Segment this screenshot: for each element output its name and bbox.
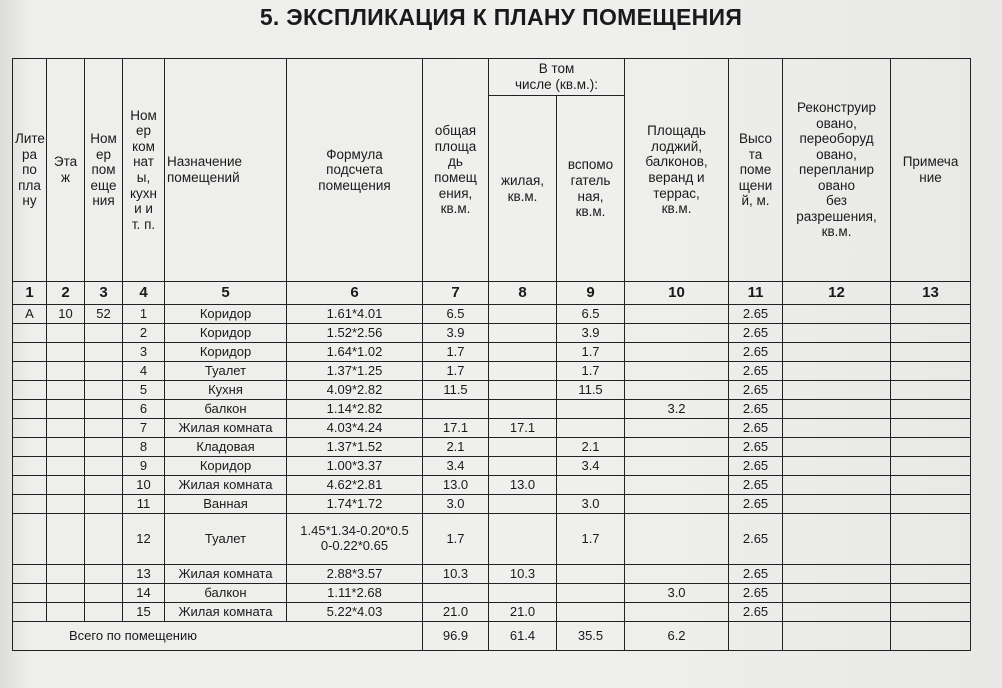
cell-nomer-pomeshcheniya <box>85 457 123 476</box>
cell-vysota: 2.65 <box>729 495 783 514</box>
cell-formula: 1.74*1.72 <box>287 495 423 514</box>
cell-obshchaya: 3.0 <box>423 495 489 514</box>
cell-vspomogatelnaya <box>557 476 625 495</box>
cell-etazh <box>47 603 85 622</box>
cell-lodzhii <box>625 324 729 343</box>
column-number: 10 <box>625 282 729 305</box>
cell-naznachenie: Кухня <box>165 381 287 400</box>
total-rekonstr <box>783 622 891 651</box>
cell-zhilaya: 10.3 <box>489 565 557 584</box>
cell-rekonstr <box>783 514 891 565</box>
cell-nomer-pomeshcheniya <box>85 514 123 565</box>
table-row <box>13 362 971 381</box>
page-title: 5. ЭКСПЛИКАЦИЯ К ПЛАНУ ПОМЕЩЕНИЯ <box>259 4 743 30</box>
cell-vysota: 2.65 <box>729 514 783 565</box>
cell-formula: 5.22*4.03 <box>287 603 423 622</box>
cell-naznachenie: Коридор <box>165 457 287 476</box>
cell-zhilaya <box>489 438 557 457</box>
header-lodzhii: Площадь лоджий, балконов, веранд и террас, кв.м. <box>625 59 729 282</box>
cell-vysota: 2.65 <box>729 362 783 381</box>
header-naznachenie: Назначение помещений <box>165 59 287 282</box>
cell-naznachenie: балкон <box>165 400 287 419</box>
cell-etazh <box>47 381 85 400</box>
cell-vysota: 2.65 <box>729 343 783 362</box>
total-zhilaya: 61.4 <box>489 622 557 651</box>
cell-vysota: 2.65 <box>729 381 783 400</box>
cell-formula: 1.64*1.02 <box>287 343 423 362</box>
cell-rekonstr <box>783 419 891 438</box>
total-vysota <box>729 622 783 651</box>
cell-primechanie <box>891 438 971 457</box>
cell-litera <box>13 514 47 565</box>
cell-vysota: 2.65 <box>729 438 783 457</box>
cell-lodzhii <box>625 495 729 514</box>
cell-vysota: 2.65 <box>729 419 783 438</box>
cell-naznachenie: Коридор <box>165 324 287 343</box>
cell-zhilaya <box>489 495 557 514</box>
table-row <box>13 438 971 457</box>
cell-vysota: 2.65 <box>729 603 783 622</box>
cell-obshchaya: 6.5 <box>423 305 489 324</box>
cell-primechanie <box>891 584 971 603</box>
cell-primechanie <box>891 343 971 362</box>
cell-etazh <box>47 343 85 362</box>
cell-etazh <box>47 362 85 381</box>
cell-lodzhii <box>625 514 729 565</box>
cell-nomer-komnaty: 3 <box>123 343 165 362</box>
column-number: 8 <box>489 282 557 305</box>
cell-vspomogatelnaya: 6.5 <box>557 305 625 324</box>
cell-nomer-pomeshcheniya <box>85 419 123 438</box>
cell-nomer-pomeshcheniya <box>85 400 123 419</box>
header-vspomogatelnaya: вспомо гатель ная, кв.м. <box>557 96 625 282</box>
cell-litera <box>13 400 47 419</box>
table-row <box>13 400 971 419</box>
cell-formula: 1.11*2.68 <box>287 584 423 603</box>
cell-primechanie <box>891 603 971 622</box>
cell-litera <box>13 419 47 438</box>
cell-primechanie <box>891 457 971 476</box>
cell-nomer-pomeshcheniya <box>85 343 123 362</box>
cell-vysota: 2.65 <box>729 324 783 343</box>
cell-nomer-komnaty: 12 <box>123 514 165 565</box>
cell-vspomogatelnaya <box>557 419 625 438</box>
table-row <box>13 381 971 400</box>
cell-rekonstr <box>783 400 891 419</box>
cell-zhilaya <box>489 400 557 419</box>
cell-zhilaya <box>489 514 557 565</box>
cell-naznachenie: Коридор <box>165 305 287 324</box>
cell-formula: 1.52*2.56 <box>287 324 423 343</box>
cell-vysota: 2.65 <box>729 457 783 476</box>
column-number: 7 <box>423 282 489 305</box>
cell-naznachenie: Жилая комната <box>165 565 287 584</box>
cell-primechanie <box>891 381 971 400</box>
cell-nomer-pomeshcheniya <box>85 438 123 457</box>
cell-naznachenie: Жилая комната <box>165 419 287 438</box>
cell-litera: А <box>13 305 47 324</box>
cell-rekonstr <box>783 457 891 476</box>
cell-lodzhii <box>625 457 729 476</box>
cell-litera <box>13 565 47 584</box>
cell-zhilaya <box>489 457 557 476</box>
cell-nomer-komnaty: 6 <box>123 400 165 419</box>
header-nomer-komnaty: Ном ер ком нат ы, кухн и и т. п. <box>123 59 165 282</box>
cell-lodzhii <box>625 381 729 400</box>
cell-vspomogatelnaya <box>557 584 625 603</box>
cell-obshchaya: 11.5 <box>423 381 489 400</box>
cell-naznachenie: Жилая комната <box>165 476 287 495</box>
cell-vspomogatelnaya: 11.5 <box>557 381 625 400</box>
cell-rekonstr <box>783 343 891 362</box>
total-obshchaya: 96.9 <box>423 622 489 651</box>
table-row <box>13 603 971 622</box>
cell-vspomogatelnaya <box>557 565 625 584</box>
cell-etazh <box>47 400 85 419</box>
header-rekonstruirovano: Реконструир овано, переоборуд овано, перепланир овано без разрешения, кв.м. <box>783 59 891 282</box>
cell-etazh <box>47 514 85 565</box>
cell-litera <box>13 476 47 495</box>
cell-lodzhii <box>625 362 729 381</box>
table-row <box>13 584 971 603</box>
cell-nomer-komnaty: 1 <box>123 305 165 324</box>
cell-etazh <box>47 419 85 438</box>
cell-vysota: 2.65 <box>729 400 783 419</box>
total-vspomogatelnaya: 35.5 <box>557 622 625 651</box>
cell-formula: 4.62*2.81 <box>287 476 423 495</box>
explication-table <box>12 58 971 651</box>
cell-obshchaya: 1.7 <box>423 514 489 565</box>
cell-litera <box>13 343 47 362</box>
cell-obshchaya: 10.3 <box>423 565 489 584</box>
cell-etazh <box>47 565 85 584</box>
cell-vspomogatelnaya: 3.9 <box>557 324 625 343</box>
cell-nomer-komnaty: 8 <box>123 438 165 457</box>
cell-zhilaya <box>489 381 557 400</box>
cell-formula: 1.00*3.37 <box>287 457 423 476</box>
cell-zhilaya <box>489 324 557 343</box>
table-row <box>13 419 971 438</box>
cell-primechanie <box>891 514 971 565</box>
table-row <box>13 305 971 324</box>
cell-litera <box>13 603 47 622</box>
cell-rekonstr <box>783 476 891 495</box>
cell-formula: 1.14*2.82 <box>287 400 423 419</box>
cell-nomer-komnaty: 4 <box>123 362 165 381</box>
header-zhilaya: жилая, кв.м. <box>489 96 557 282</box>
cell-rekonstr <box>783 603 891 622</box>
table-row <box>13 476 971 495</box>
cell-zhilaya <box>489 362 557 381</box>
cell-lodzhii <box>625 419 729 438</box>
cell-zhilaya: 21.0 <box>489 603 557 622</box>
cell-formula: 4.03*4.24 <box>287 419 423 438</box>
cell-zhilaya <box>489 305 557 324</box>
cell-obshchaya: 21.0 <box>423 603 489 622</box>
table-row <box>13 343 971 362</box>
cell-zhilaya: 17.1 <box>489 419 557 438</box>
column-number: 2 <box>47 282 85 305</box>
cell-vspomogatelnaya: 1.7 <box>557 362 625 381</box>
header-nomer-pomeshcheniya: Ном ер пом еще ния <box>85 59 123 282</box>
cell-zhilaya: 13.0 <box>489 476 557 495</box>
cell-litera <box>13 438 47 457</box>
cell-rekonstr <box>783 565 891 584</box>
table-row <box>13 565 971 584</box>
cell-litera <box>13 324 47 343</box>
cell-primechanie <box>891 324 971 343</box>
cell-naznachenie: Жилая комната <box>165 603 287 622</box>
cell-vspomogatelnaya: 3.4 <box>557 457 625 476</box>
column-numbers-row <box>13 282 971 305</box>
cell-nomer-pomeshcheniya <box>85 476 123 495</box>
cell-primechanie <box>891 400 971 419</box>
cell-vspomogatelnaya: 1.7 <box>557 343 625 362</box>
cell-nomer-komnaty: 13 <box>123 565 165 584</box>
table-row <box>13 324 971 343</box>
column-number: 12 <box>783 282 891 305</box>
cell-lodzhii: 3.2 <box>625 400 729 419</box>
cell-formula: 4.09*2.82 <box>287 381 423 400</box>
cell-vspomogatelnaya <box>557 400 625 419</box>
cell-litera <box>13 381 47 400</box>
cell-litera <box>13 362 47 381</box>
cell-nomer-pomeshcheniya <box>85 381 123 400</box>
column-number: 1 <box>13 282 47 305</box>
cell-nomer-pomeshcheniya <box>85 324 123 343</box>
cell-rekonstr <box>783 324 891 343</box>
column-number: 13 <box>891 282 971 305</box>
cell-lodzhii <box>625 305 729 324</box>
cell-nomer-komnaty: 10 <box>123 476 165 495</box>
table-row <box>13 495 971 514</box>
cell-obshchaya: 17.1 <box>423 419 489 438</box>
cell-litera <box>13 495 47 514</box>
cell-nomer-komnaty: 7 <box>123 419 165 438</box>
cell-naznachenie: балкон <box>165 584 287 603</box>
cell-naznachenie: Туалет <box>165 362 287 381</box>
cell-rekonstr <box>783 362 891 381</box>
cell-rekonstr <box>783 438 891 457</box>
header-etazh: Эта ж <box>47 59 85 282</box>
cell-lodzhii <box>625 343 729 362</box>
cell-nomer-komnaty: 5 <box>123 381 165 400</box>
cell-obshchaya <box>423 400 489 419</box>
cell-etazh <box>47 476 85 495</box>
cell-nomer-komnaty: 14 <box>123 584 165 603</box>
cell-rekonstr <box>783 495 891 514</box>
cell-nomer-komnaty: 11 <box>123 495 165 514</box>
cell-primechanie <box>891 362 971 381</box>
cell-obshchaya: 3.9 <box>423 324 489 343</box>
cell-primechanie <box>891 419 971 438</box>
cell-naznachenie: Кладовая <box>165 438 287 457</box>
header-litera: Лите ра по пла ну <box>13 59 47 282</box>
cell-zhilaya <box>489 343 557 362</box>
cell-obshchaya: 13.0 <box>423 476 489 495</box>
cell-obshchaya: 1.7 <box>423 362 489 381</box>
table-row <box>13 514 971 565</box>
column-number: 3 <box>85 282 123 305</box>
cell-rekonstr <box>783 381 891 400</box>
cell-obshchaya: 2.1 <box>423 438 489 457</box>
cell-primechanie <box>891 476 971 495</box>
header-primechanie: Примеча ние <box>891 59 971 282</box>
cell-vysota: 2.65 <box>729 476 783 495</box>
cell-formula: 1.37*1.25 <box>287 362 423 381</box>
cell-etazh <box>47 584 85 603</box>
cell-vysota: 2.65 <box>729 305 783 324</box>
cell-etazh <box>47 457 85 476</box>
column-number: 6 <box>287 282 423 305</box>
cell-naznachenie: Ванная <box>165 495 287 514</box>
cell-nomer-komnaty: 15 <box>123 603 165 622</box>
cell-formula: 1.61*4.01 <box>287 305 423 324</box>
table-body <box>13 305 971 622</box>
cell-vysota: 2.65 <box>729 565 783 584</box>
cell-naznachenie: Туалет <box>165 514 287 565</box>
header-v-tom-chisle: В том числе (кв.м.): <box>489 59 625 96</box>
header-vysota: Высо та поме щени й, м. <box>729 59 783 282</box>
cell-rekonstr <box>783 584 891 603</box>
cell-nomer-pomeshcheniya <box>85 495 123 514</box>
header-obshchaya-ploshchad: общая площа дь помещ ения, кв.м. <box>423 59 489 282</box>
total-row <box>13 622 971 651</box>
cell-lodzhii <box>625 603 729 622</box>
table-row <box>13 457 971 476</box>
cell-nomer-pomeshcheniya <box>85 362 123 381</box>
cell-etazh <box>47 438 85 457</box>
cell-naznachenie: Коридор <box>165 343 287 362</box>
cell-nomer-pomeshcheniya <box>85 565 123 584</box>
cell-primechanie <box>891 565 971 584</box>
total-label: Всего по помещению <box>13 622 423 651</box>
column-number: 4 <box>123 282 165 305</box>
cell-primechanie <box>891 305 971 324</box>
cell-lodzhii <box>625 565 729 584</box>
cell-lodzhii <box>625 476 729 495</box>
cell-formula: 1.45*1.34-0.20*0.5 0-0.22*0.65 <box>287 514 423 565</box>
cell-obshchaya: 3.4 <box>423 457 489 476</box>
cell-vspomogatelnaya: 1.7 <box>557 514 625 565</box>
cell-litera <box>13 584 47 603</box>
cell-formula: 1.37*1.52 <box>287 438 423 457</box>
column-number: 9 <box>557 282 625 305</box>
cell-nomer-pomeshcheniya <box>85 584 123 603</box>
cell-lodzhii <box>625 438 729 457</box>
total-primechanie <box>891 622 971 651</box>
cell-vspomogatelnaya <box>557 603 625 622</box>
cell-etazh: 10 <box>47 305 85 324</box>
cell-litera <box>13 457 47 476</box>
cell-formula: 2.88*3.57 <box>287 565 423 584</box>
header-formula: Формула подсчета помещения <box>287 59 423 282</box>
cell-etazh <box>47 495 85 514</box>
cell-nomer-komnaty: 2 <box>123 324 165 343</box>
cell-vysota: 2.65 <box>729 584 783 603</box>
cell-primechanie <box>891 495 971 514</box>
column-number: 11 <box>729 282 783 305</box>
column-number: 5 <box>165 282 287 305</box>
cell-etazh <box>47 324 85 343</box>
cell-zhilaya <box>489 584 557 603</box>
cell-rekonstr <box>783 305 891 324</box>
cell-vspomogatelnaya: 3.0 <box>557 495 625 514</box>
cell-nomer-komnaty: 9 <box>123 457 165 476</box>
cell-nomer-pomeshcheniya: 52 <box>85 305 123 324</box>
total-lodzhii: 6.2 <box>625 622 729 651</box>
cell-nomer-pomeshcheniya <box>85 603 123 622</box>
cell-obshchaya: 1.7 <box>423 343 489 362</box>
cell-vspomogatelnaya: 2.1 <box>557 438 625 457</box>
cell-obshchaya <box>423 584 489 603</box>
cell-lodzhii: 3.0 <box>625 584 729 603</box>
